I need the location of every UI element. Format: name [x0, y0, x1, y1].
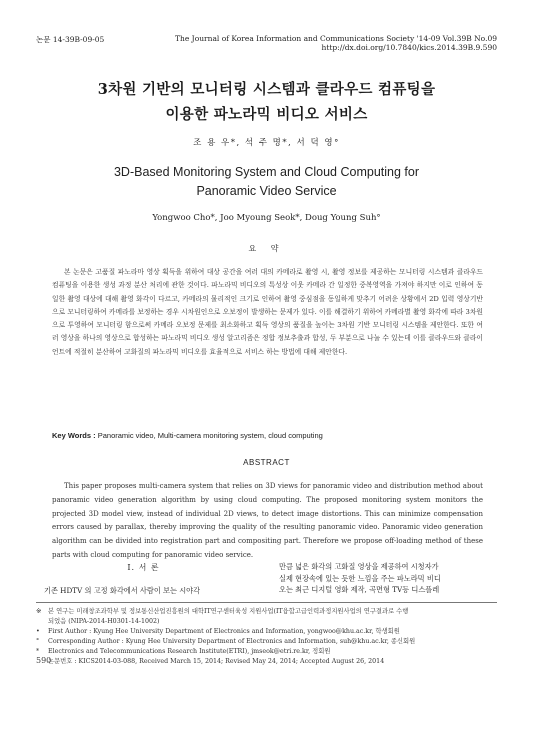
journal-name: The Journal of Korea Information and Communications Society '14-09 Vol.39B No.09 — [175, 34, 497, 43]
footnote-text: 되었음 (NIPA-2014-H0301-14-1002) — [48, 618, 160, 625]
doi-link[interactable]: http://dx.doi.org/10.7840/kics.2014.39B.9.590 — [321, 43, 497, 52]
intro-right-line: 만큼 넓은 화각의 고화질 영상을 제공하여 시청자가 — [279, 562, 439, 571]
footnote-text: Corresponding Author : Kyung Hee University Department of Electronics and Information, suh@khu.ac.kr, 종신회원 — [48, 638, 416, 645]
intro-right-line: 실제 현장속에 있는 듯한 느낌을 주는 파노라믹 비디 — [279, 573, 441, 583]
intro-right-column — [279, 561, 497, 596]
footnotes — [36, 607, 497, 667]
english-title-line-2: Panoramic Video Service — [196, 184, 337, 198]
footnote-mark: ※ — [36, 608, 42, 615]
footnote-item — [36, 637, 497, 647]
page-number: 590 — [36, 656, 52, 665]
footnote-text: First Author : Kyung Hee University Department of Electronics and Information, yongwoo@khu.ac.kr, 학생회원 — [48, 628, 400, 635]
korean-title-line-2: 이용한 파노라믹 비디오 서비스 — [165, 106, 368, 123]
english-abstract — [52, 480, 483, 563]
korean-authors: 조 용 우*, 석 주 명*, 서 덕 영° — [193, 138, 340, 148]
footnote-text: 본 연구는 미래창조과학부 및 정보통신산업진흥원의 대학IT연구센터육성 지원사업(IT융합고급인력과정지원사업의 연구결과로 수행 — [48, 608, 409, 615]
intro-right-line: 오는 최근 디지털 영화 제작, 곡면형 TV등 디스플레 — [279, 585, 440, 594]
footnote-mark: * — [36, 648, 40, 655]
footnote-item — [36, 607, 497, 617]
english-abstract-text: This paper proposes multi-camera system that relies on 3D views for panoramic video and distribution method about panoramic video generation algorithm by using cloud computing. The proposed monitoring system monitors the projected 3D model view, instead of individual 2D views, to detect image distortions. This can minimize compensation errors caused by parallax, thereby improving the quality of the resulting panoramic video. Panoramic video generation algorithm can be divided into registration part and compositing part. Therefore we propose off-loading method of these parts with cloud computing for panoramic video service. — [52, 482, 483, 559]
keywords-text: Panoramic video, Multi-camera monitoring system, cloud computing — [97, 431, 323, 440]
korean-abstract — [52, 266, 483, 359]
paper-id: 논문 14-39B-09-05 — [36, 35, 105, 44]
intro-left-column: 기존 HDTV 의 고정 화각에서 사람이 보는 시야각 — [44, 586, 201, 595]
section-heading-introduction: I. 서 론 — [127, 563, 160, 572]
footnote-mark: ° — [36, 638, 40, 645]
english-title-line-1: 3D-Based Monitoring System and Cloud Computing for — [113, 165, 419, 179]
english-abstract-heading: ABSTRACT — [243, 458, 290, 467]
footnote-text: 논문번호 : KICS2014-03-088, Received March 15, 2014; Revised May 24, 2014; Accepted August 26, 2014 — [48, 658, 385, 665]
korean-title-line-1: 3차원 기반의 모니터링 시스템과 클라우드 컴퓨팅을 — [97, 81, 436, 98]
footnote-divider — [36, 602, 497, 603]
footnote-item — [36, 617, 497, 627]
keywords — [52, 431, 483, 440]
korean-abstract-heading: 요 약 — [248, 244, 285, 253]
english-authors: Yongwoo Cho*, Joo Myoung Seok*, Doug Young Suh° — [152, 213, 381, 223]
footnote-item — [36, 647, 497, 657]
footnote-item — [36, 627, 497, 637]
footnote-item — [36, 657, 497, 667]
keywords-label: Key Words : — [52, 431, 96, 440]
footnote-mark: • — [36, 628, 40, 635]
korean-abstract-text: 본 논문은 고품질 파노라마 영상 획득을 위하여 대상 공간을 여러 대의 카메라로 촬영 시, 촬영 정보를 제공하는 모니터링 시스템과 클라우드 컴퓨팅을 이용한 생성 과정 분산 처리에 관한 것이다. 파노라믹 비디오의 특성상 이웃 카메라 간 일정한 중복영역을 가져야 하지만 이로 인하여 동일한 촬영 대상에 대해 촬영 화각이 다르고, 카메라의 물리적인 크기로 인하여 촬영 중심점을 동일하게 맞추기 어려운 상황에서 2D 입력 영상기반으로 모니터링하여 카메라를 보정하는 경우 시차원인으로 오보정이 발생하는 문제가 있다. 이를 해결하기 위하여 카메라별 촬영 화각에 따라 3차원으로 투영하여 모니터링 함으로써 카메라 오보정 문제를 최소화하고 획득 영상의 품질을 높이는 3차원 기반 모니터링 시스템을 제안한다. 또한 여러 영상을 하나의 영상으로 합성하는 파노라믹 비디오 생성 알고리즘은 정합 정보추출과 합성, 두 부분으로 나눌 수 있는데 이를 클라우드와 클라이언트에 적절히 분산하여 고화질의 파노라믹 비디오를 효율적으로 서비스 하는 방법에 대해 제안한다. — [52, 268, 483, 356]
footnote-text: Electronics and Telecommunications Research Institute(ETRI), jmseok@etri.re.kr, 정회원 — [48, 648, 331, 655]
